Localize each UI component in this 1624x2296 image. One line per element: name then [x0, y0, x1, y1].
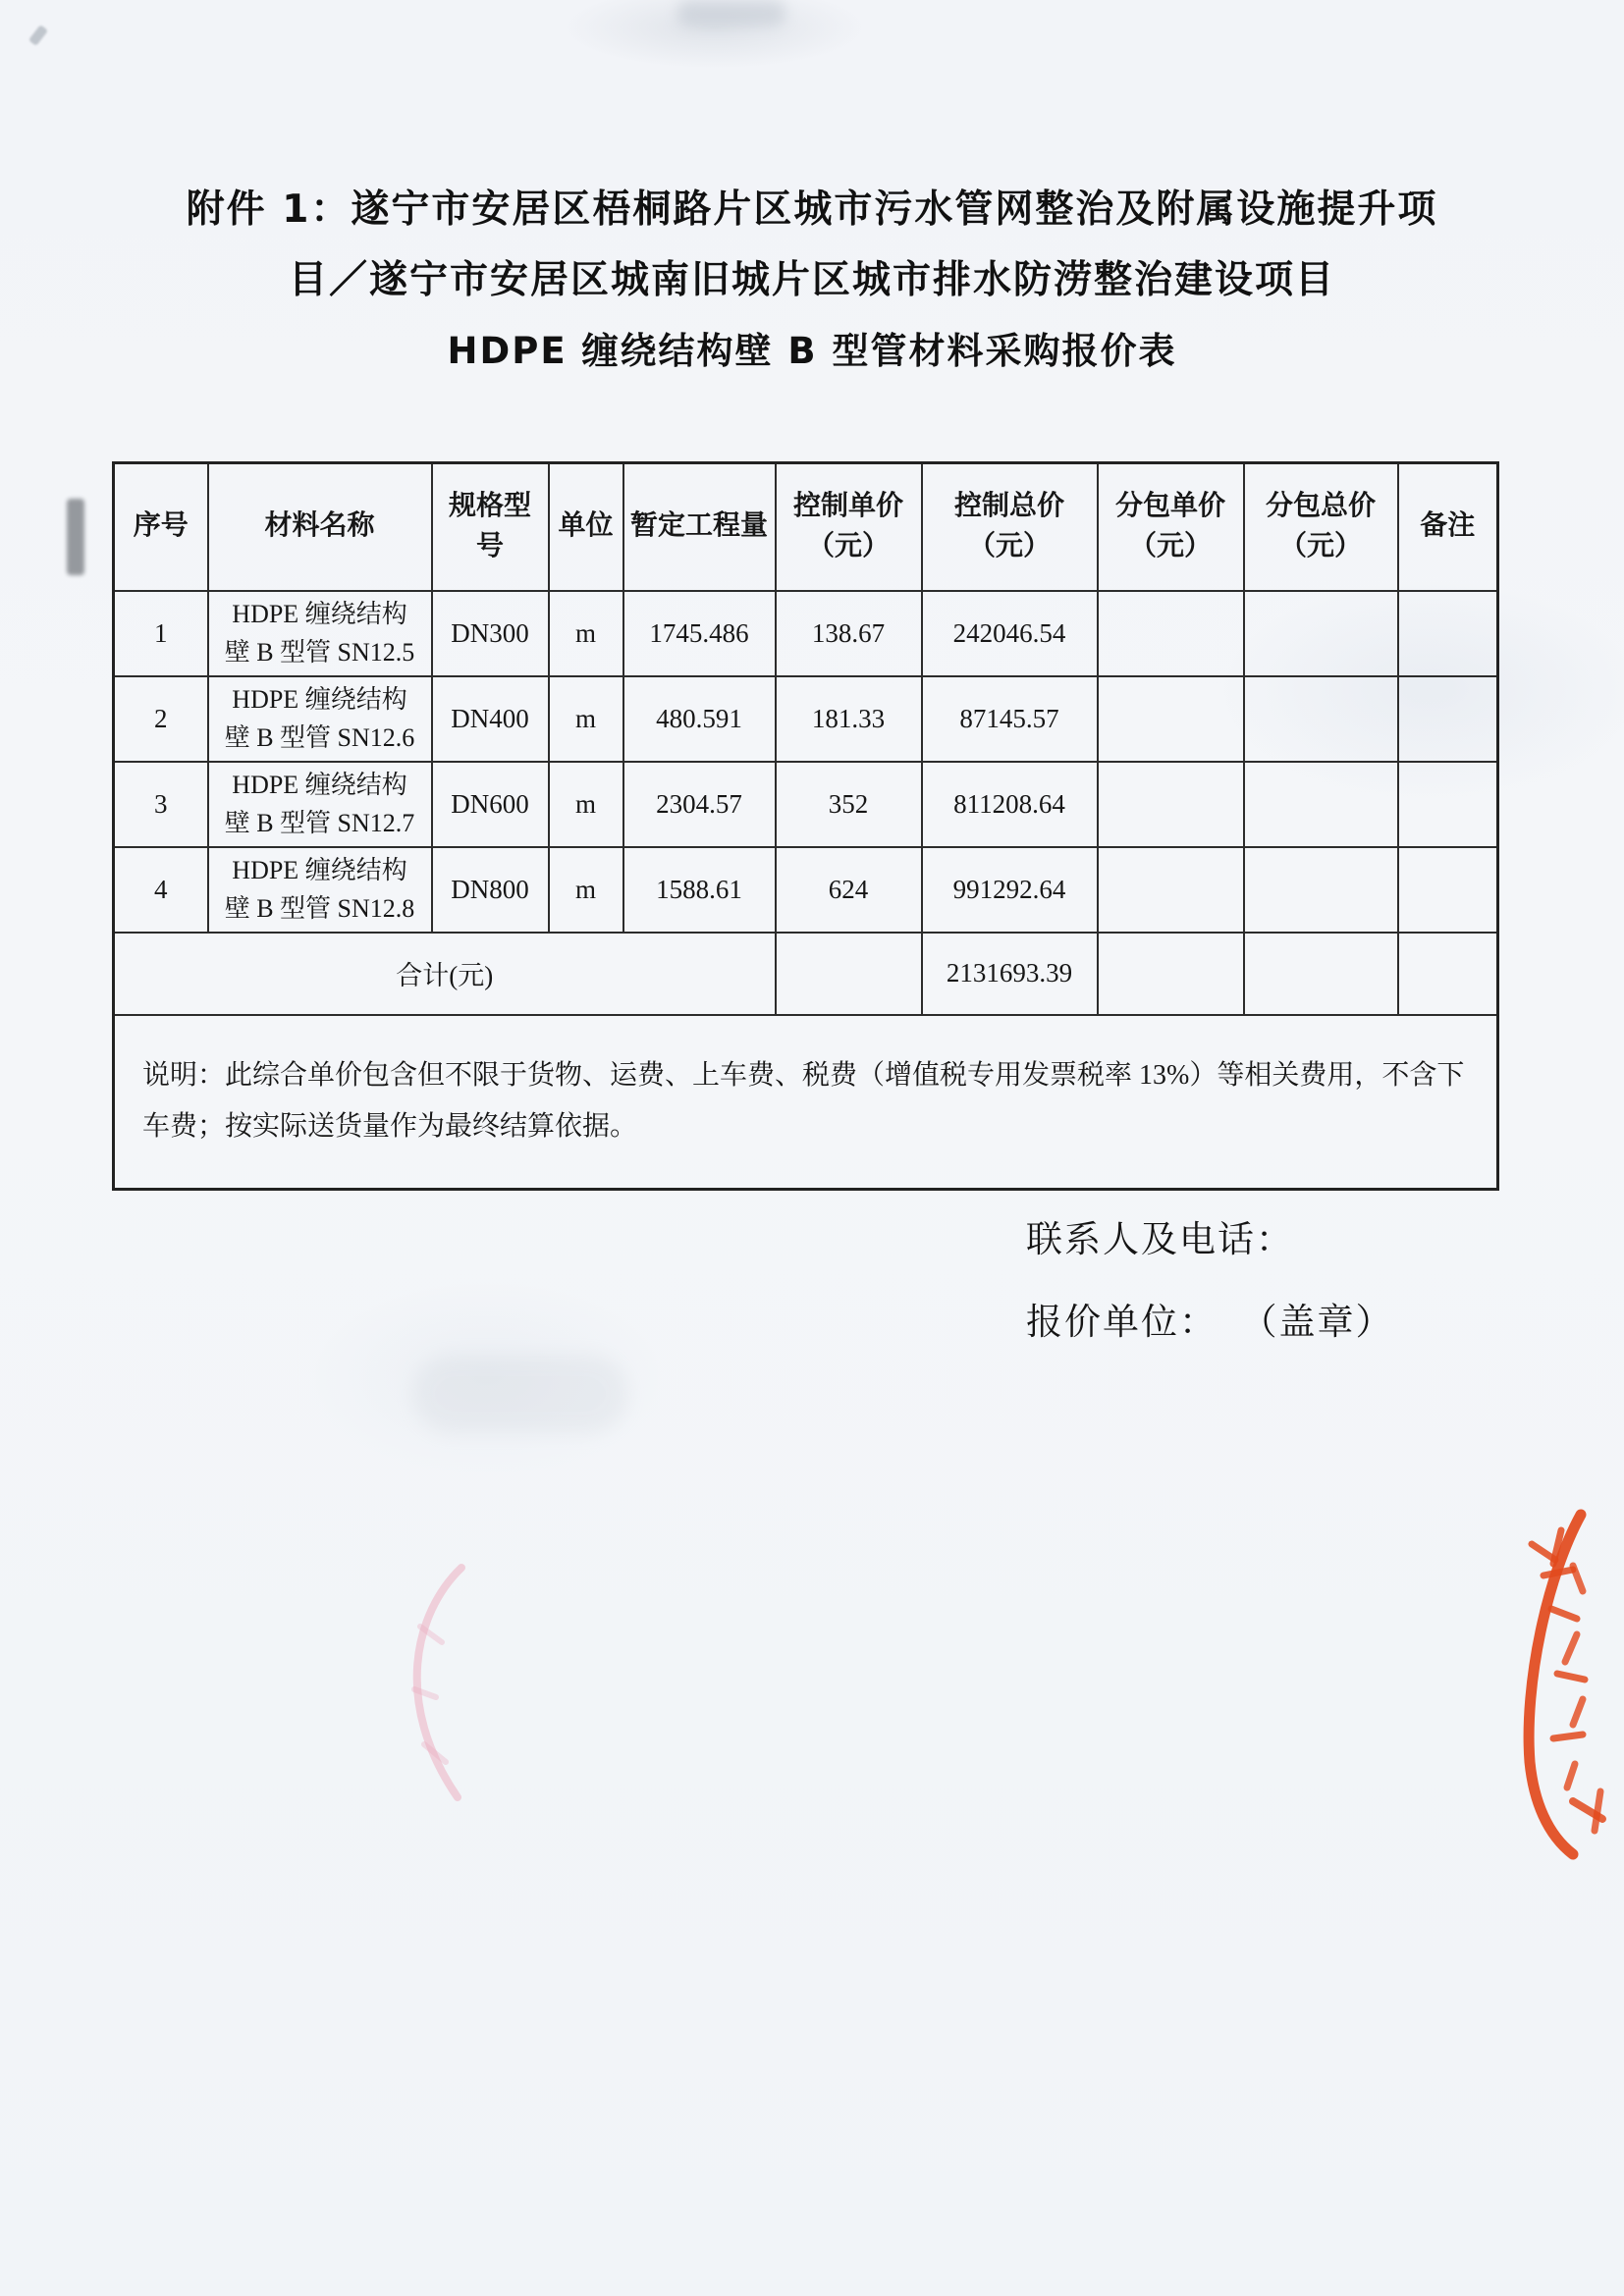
- header-row: [114, 463, 1498, 591]
- col-header-tentative-quantity: 暂定工程量: [623, 463, 776, 591]
- table-cell: 352: [776, 762, 922, 847]
- table-cell: 138.67: [776, 591, 922, 676]
- table-cell: [1398, 591, 1498, 676]
- document-title: [0, 175, 1624, 387]
- table-cell: 2304.57: [623, 762, 776, 847]
- note-row: [114, 1015, 1498, 1190]
- table-cell: 811208.64: [922, 762, 1098, 847]
- table-row: [114, 591, 1498, 676]
- total-subcontract-unit-price-cell: [1098, 933, 1244, 1015]
- table-cell: m: [549, 762, 623, 847]
- table-cell: [1098, 676, 1244, 762]
- table-cell: 4: [114, 847, 208, 933]
- total-subcontract-total-price-cell: [1244, 933, 1398, 1015]
- table-row: [114, 762, 1498, 847]
- table-cell: 624: [776, 847, 922, 933]
- table-cell: [1398, 676, 1498, 762]
- table-cell: 1: [114, 591, 208, 676]
- note-text: 说明：此综合单价包含但不限于货物、运费、上车费、税费（增值税专用发票税率 13%）等相关费用，不含下车费；按实际送货量作为最终结算依据。: [142, 1060, 1465, 1143]
- table-row: [114, 676, 1498, 762]
- table-cell: DN400: [432, 676, 549, 762]
- table-cell: DN800: [432, 847, 549, 933]
- table-cell: m: [549, 591, 623, 676]
- table-cell: HDPE 缠绕结构壁 B 型管 SN12.5: [208, 591, 432, 676]
- table-cell: [1244, 591, 1398, 676]
- table-cell: 242046.54: [922, 591, 1098, 676]
- scan-smudge: [677, 0, 785, 26]
- table-cell: 991292.64: [922, 847, 1098, 933]
- col-header-subcontract-total-price: 分包总价（元）: [1244, 463, 1398, 591]
- col-header-unit: 单位: [549, 463, 623, 591]
- table-cell: 2: [114, 676, 208, 762]
- total-row: [114, 933, 1498, 1015]
- table-cell: [1098, 762, 1244, 847]
- col-header-material-name: 材料名称: [208, 463, 432, 591]
- col-header-remark: 备注: [1398, 463, 1498, 591]
- col-header-subcontract-unit-price: 分包单价（元）: [1098, 463, 1244, 591]
- total-label-cell: 合计(元): [114, 933, 776, 1015]
- scan-smudge: [412, 1355, 628, 1433]
- quote-unit-line: [1026, 1282, 1394, 1364]
- table-cell: 1588.61: [623, 847, 776, 933]
- table-cell: HDPE 缠绕结构壁 B 型管 SN12.6: [208, 676, 432, 762]
- table-cell: 3: [114, 762, 208, 847]
- table-cell: [1398, 762, 1498, 847]
- seal-hint: （盖章）: [1259, 1303, 1394, 1343]
- table-cell: [1098, 591, 1244, 676]
- total-remark-cell: [1398, 933, 1498, 1015]
- table-cell: [1098, 847, 1244, 933]
- scan-smudge: [67, 499, 84, 575]
- scan-smudge: [28, 25, 48, 46]
- table-cell: m: [549, 676, 623, 762]
- col-header-control-unit-price: 控制单价（元）: [776, 463, 922, 591]
- faint-seal-stamp-icon: [363, 1556, 471, 1813]
- table-cell: [1244, 847, 1398, 933]
- table-cell: 480.591: [623, 676, 776, 762]
- quotation-table: [112, 461, 1499, 1191]
- table-cell: DN300: [432, 591, 549, 676]
- footer-block: [1026, 1200, 1394, 1364]
- total-control-total-price-cell: 2131693.39: [922, 933, 1098, 1015]
- table-cell: [1244, 676, 1398, 762]
- red-seal-stamp-icon: [1518, 1507, 1624, 1865]
- quote-unit-label: 报价单位：: [1026, 1303, 1218, 1343]
- table-cell: [1398, 847, 1498, 933]
- table-cell: 1745.486: [623, 591, 776, 676]
- note-cell: [114, 1015, 1498, 1190]
- title-line-1: 附件 1：遂宁市安居区梧桐路片区城市污水管网整治及附属设施提升项: [186, 187, 1438, 232]
- col-header-serial: 序号: [114, 463, 208, 591]
- table-cell: m: [549, 847, 623, 933]
- title-line-2: 目／遂宁市安居区城南旧城片区城市排水防涝整治建设项目: [288, 258, 1335, 302]
- table-cell: 181.33: [776, 676, 922, 762]
- table-cell: HDPE 缠绕结构壁 B 型管 SN12.8: [208, 847, 432, 933]
- contact-line: 联系人及电话：: [1026, 1220, 1294, 1260]
- table-cell: HDPE 缠绕结构壁 B 型管 SN12.7: [208, 762, 432, 847]
- table-cell: 87145.57: [922, 676, 1098, 762]
- table-cell: DN600: [432, 762, 549, 847]
- title-line-3: HDPE 缠绕结构壁 B 型管材料采购报价表: [447, 330, 1177, 372]
- table-cell: [1244, 762, 1398, 847]
- col-header-control-total-price: 控制总价（元）: [922, 463, 1098, 591]
- table-row: [114, 847, 1498, 933]
- total-control-unit-price-cell: [776, 933, 922, 1015]
- col-header-spec-model: 规格型号: [432, 463, 549, 591]
